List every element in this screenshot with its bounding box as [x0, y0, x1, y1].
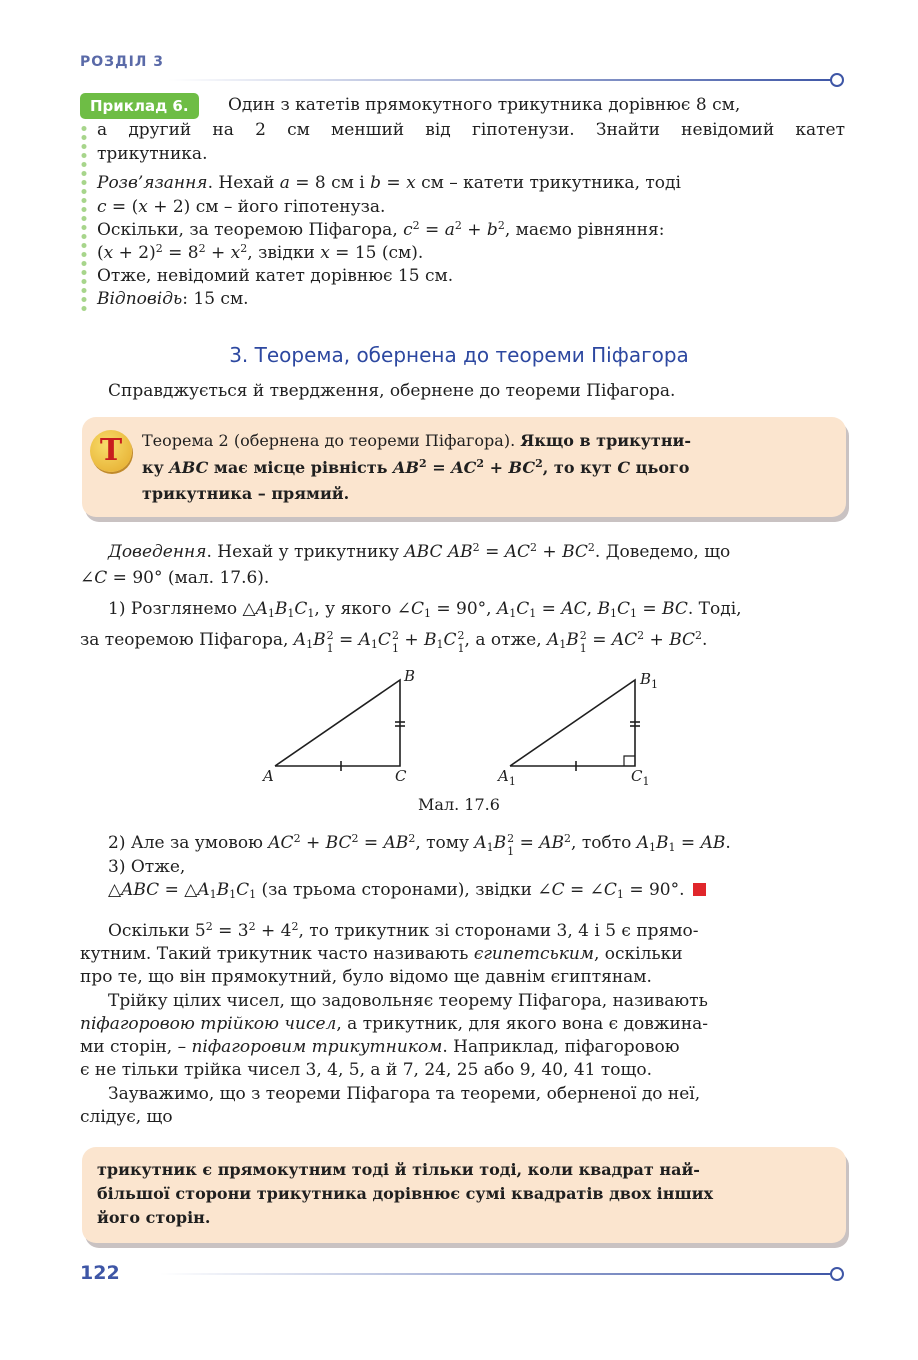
problem-line-1: Один з катетів прямокутного трикутника дорівнює 8 см,: [228, 95, 741, 115]
proof-step-1-line-2: за теоремою Піфагора, $A_1B$ 2 1 = $A_1C$ 2 1 + $B_1C$ 2 1 , а отже, $A_1B$ 2 1 = $AC^2 + BC^2$.: [80, 629, 708, 655]
answer-value: : 15 см.: [182, 289, 249, 309]
label-c: C: [395, 767, 407, 785]
theorem-line-3: трикутника – прямий.: [142, 484, 350, 503]
conclusion-line-3: його сторін.: [97, 1208, 211, 1227]
end-of-proof-marker: [693, 883, 706, 896]
theorem-line-1: Теорема 2 (обернена до теореми Піфагора). Якщо в трикутни-: [142, 431, 692, 450]
solution-line-2: c = (x + 2) см – його гіпотенуза.: [97, 197, 386, 217]
solution-line-4: $(x + 2)^2 = 8^2 + x^2$, звідки x = 15 (см).: [97, 242, 424, 263]
header-rule: [168, 79, 836, 81]
label-b1: $B_1$: [640, 670, 659, 691]
solution-line-3: Оскільки, за теоремою Піфагора, $c^2 = a^2 + b^2$, маємо рівняння:: [97, 219, 665, 240]
example-dot-column: [81, 124, 87, 314]
triple-line-1: Трійку цілих чисел, що задовольняє теорему Піфагора, називають: [108, 991, 708, 1011]
label-b: B: [404, 667, 416, 685]
conclusion-line-2: більшої сторони трикутника дорівнює сумі квадратів двох інших: [97, 1184, 714, 1203]
header-rule-ring: [830, 73, 844, 87]
figure-17-6: [250, 664, 670, 794]
footer-rule-ring: [830, 1267, 844, 1281]
problem-line-3: трикутника.: [97, 144, 208, 164]
label-a: A: [263, 767, 274, 785]
triple-line-3: ми сторін, – піфагоровим трикутником. Наприклад, піфагоровою: [80, 1037, 680, 1057]
proof-step-3-line-2: △ABC = $\triangle A_1B_1C_1$ (за трьома сторонами), звідки ∠C = $\angle C_1 = 90^\circ$.: [108, 879, 706, 902]
note-line-2: слідує, що: [80, 1107, 173, 1127]
egypt-line-2: кутним. Такий трикутник часто називають єгипетським, оскільки: [80, 944, 683, 964]
footer-rule: [160, 1273, 836, 1275]
proof-step-3-line-1: 3) Отже,: [108, 857, 186, 877]
triangle-a1b1c1: [510, 680, 635, 766]
triple-line-4: є не тільки трійка чисел 3, 4, 5, а й 7, 24, 25 або 9, 40, 41 тощо.: [80, 1060, 652, 1080]
egypt-line-3: про те, що він прямокутний, було відомо ще давнім єгиптянам.: [80, 967, 652, 987]
problem-line-2: а другий на 2 см менший від гіпотенузи. Знайти невідомий катет: [97, 120, 845, 140]
answer-line: [97, 288, 249, 310]
egypt-line-1: Оскільки $5^2 = 3^2 + 4^2$, то трикутник зі сторонами 3, 4 і 5 є прямо-: [108, 920, 699, 941]
theorem-line-2: ку ABC має місце рівність $AB^2 = AC^2 + BC^2$, то кут C цього: [142, 457, 690, 477]
proof-line-2: ∠C = 90° (мал. 17.6).: [80, 568, 270, 588]
note-line-1: Зауважимо, що з теореми Піфагора та теореми, оберненої до неї,: [108, 1084, 701, 1104]
proof-line-1: Доведення. Нехай у трикутнику ABC $AB^2 = AC^2 + BC^2$. Доведемо, що: [108, 541, 731, 562]
label-a1: $A_1$: [498, 767, 516, 788]
intro-paragraph: Справджується й твердження, обернене до теореми Піфагора.: [108, 381, 676, 401]
page-number: 122: [80, 1262, 120, 1284]
section-label: РОЗДІЛ 3: [80, 54, 165, 70]
solution-conclusion: Отже, невідомий катет дорівнює 15 см.: [97, 266, 454, 286]
conclusion-line-1: трикутник є прямокутним тоді й тільки тоді, коли квадрат най-: [97, 1160, 700, 1179]
triangle-abc: [275, 680, 400, 766]
answer-label: Відповідь: [97, 289, 183, 309]
solution-line-1: Розв’язання. Нехай a = 8 см і b = x см – катети трикутника, тоді: [97, 173, 681, 193]
theorem-icon: T: [90, 430, 132, 472]
section-title: 3. Теорема, обернена до теореми Піфагора: [229, 343, 689, 367]
solution-label: Розв’язання: [97, 173, 208, 193]
figure-caption: Мал. 17.6: [418, 795, 500, 814]
right-angle-mark: [624, 756, 635, 766]
triple-line-2: піфагоровою трійкою чисел, а трикутник, для якого вона є довжина-: [80, 1014, 709, 1034]
example-badge: Приклад 6.: [80, 93, 199, 119]
label-c1: $C_1$: [631, 767, 650, 788]
theorem-title: Теорема 2 (обернена до теореми Піфагора).: [142, 431, 516, 450]
proof-step-1-line-1: 1) Розглянемо $\triangle A_1B_1C_1$, у якого $\angle C_1 = 90^\circ$, $A_1C_1$ = AC, $B_1C_1$ = BC. Тоді,: [108, 599, 742, 620]
proof-step-2: 2) Але за умовою $AC^2 + BC^2 = AB^2$, тому $A_1B$ 2 1 = $AB^2$, тобто $A_1B_1$ = AB.: [108, 832, 731, 858]
